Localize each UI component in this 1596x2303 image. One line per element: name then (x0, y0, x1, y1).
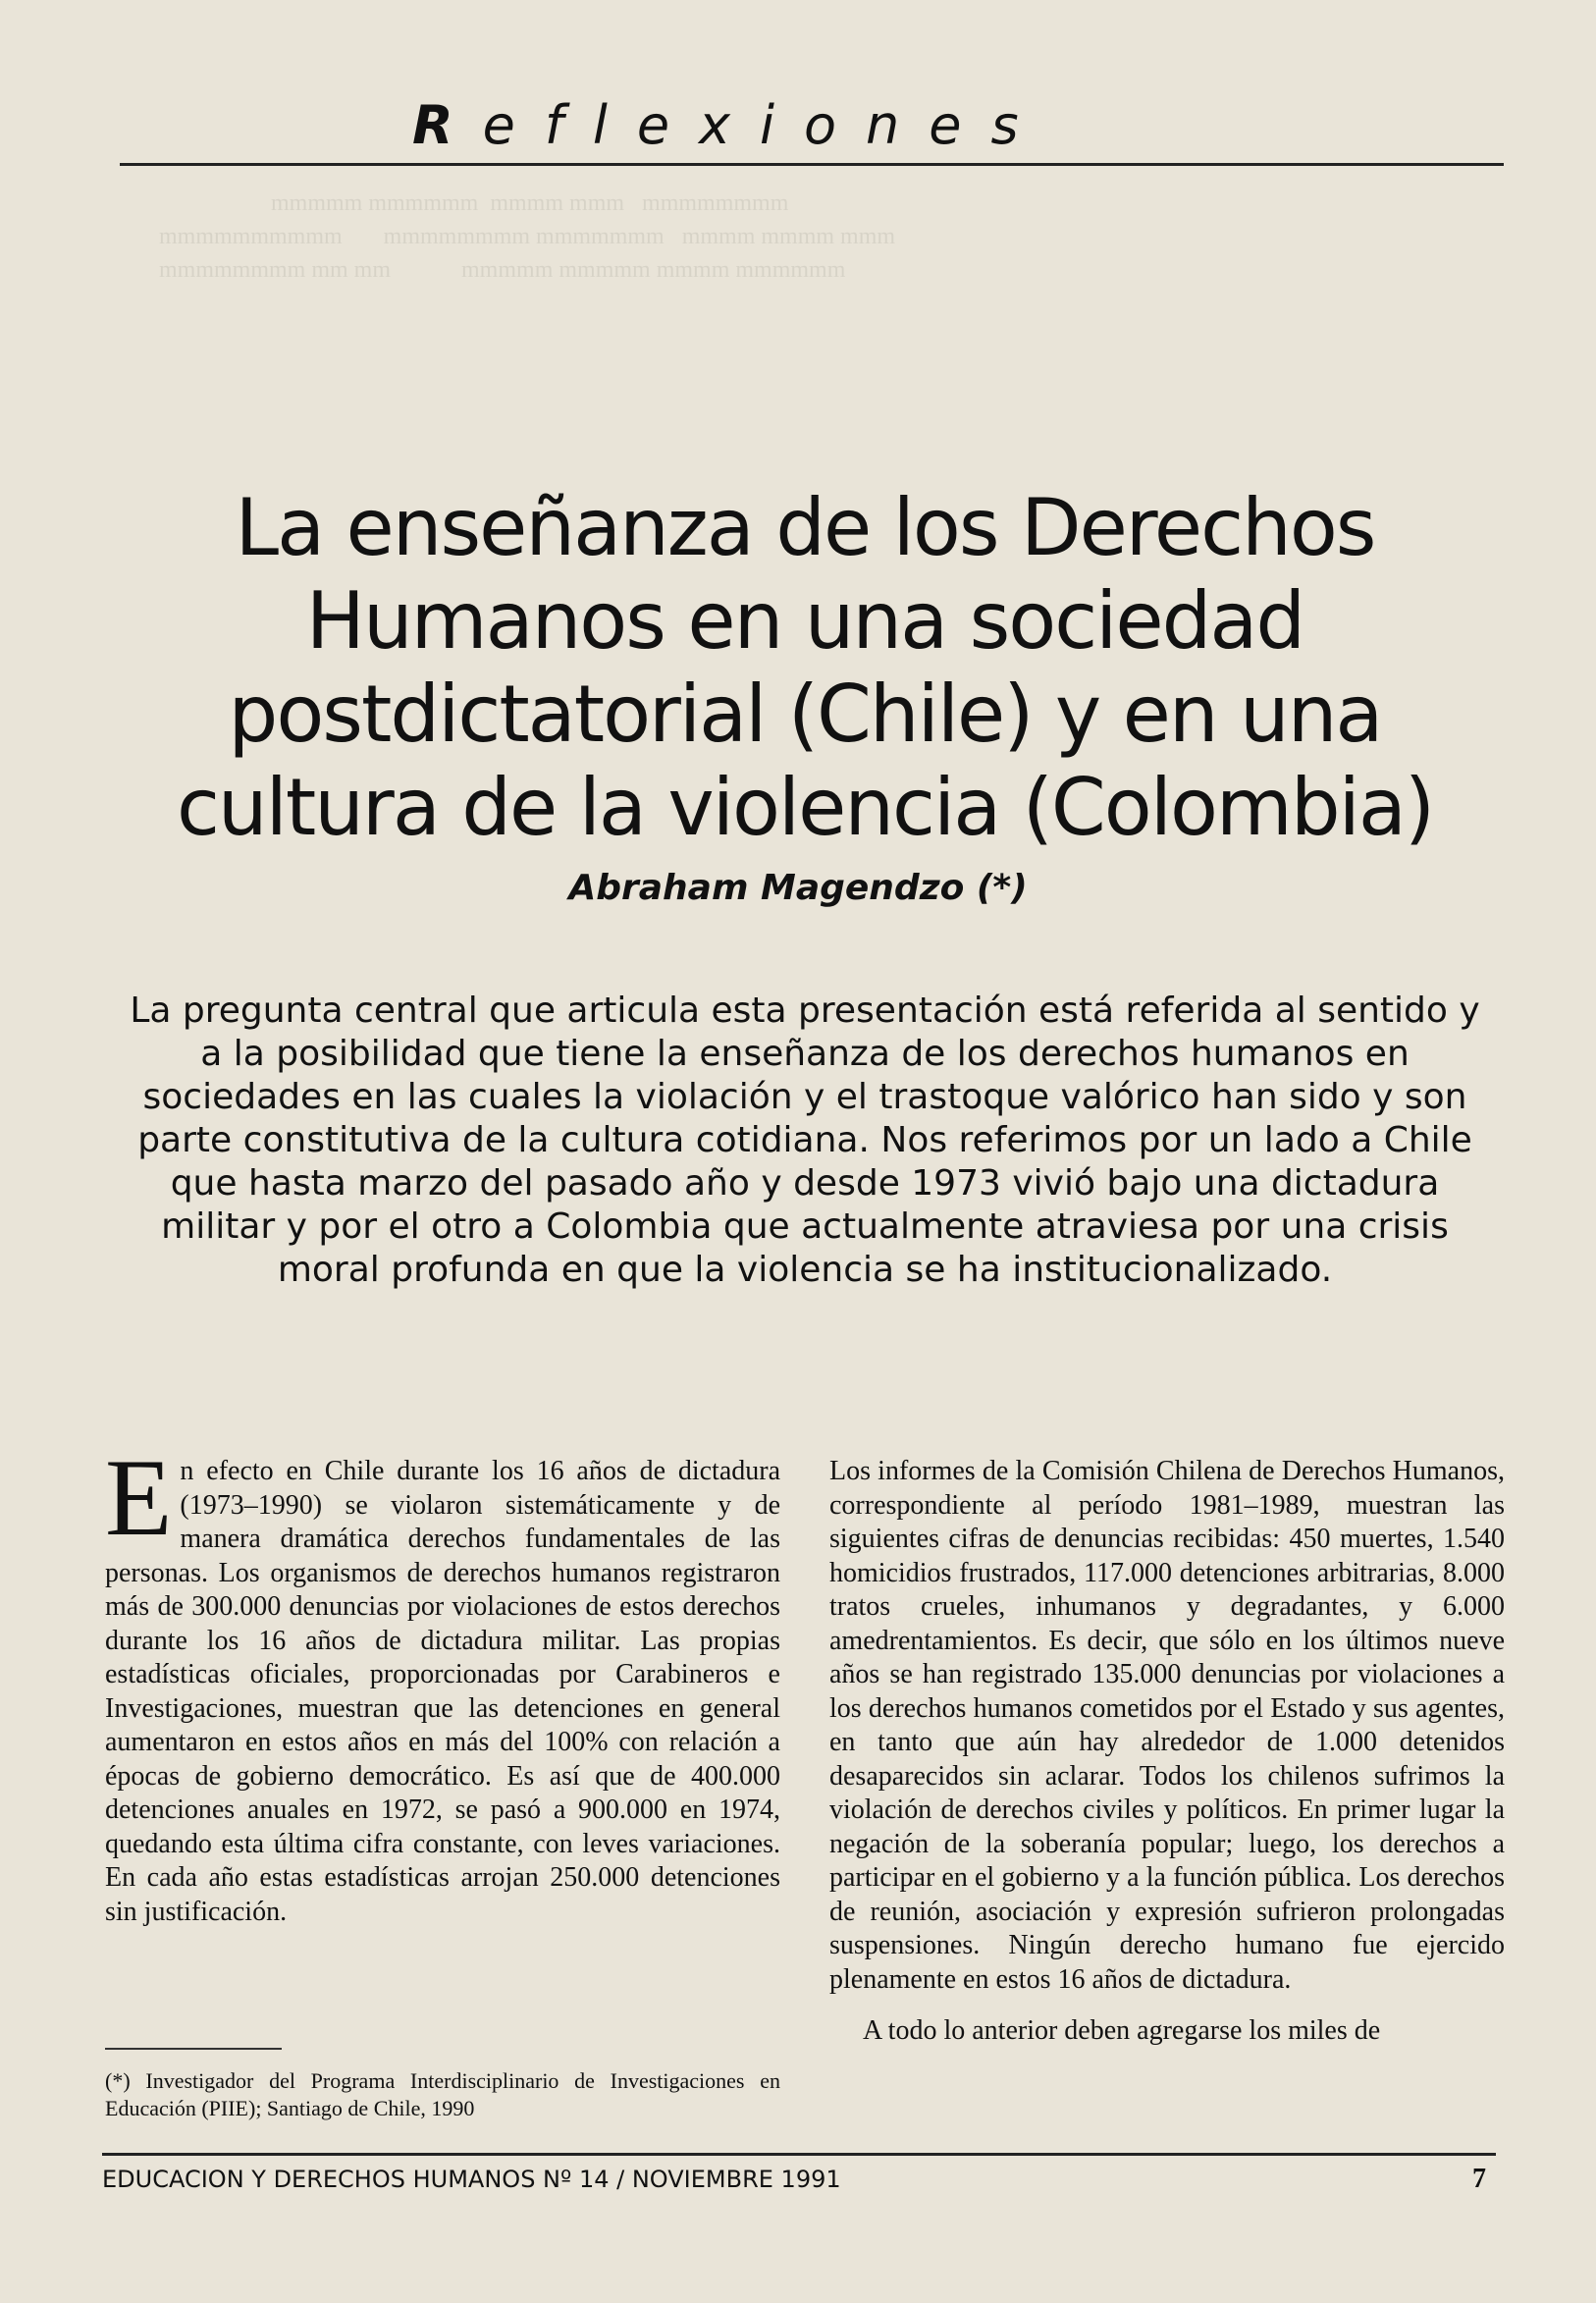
body-column-left (105, 1437, 780, 1947)
author-footnote: (*) Investigador del Programa Interdisciplinario de Investigaciones en Educación (PIIE); Santiago de Chile, 1990 (105, 2068, 780, 2120)
body-column-right (829, 1455, 1505, 2066)
page-number: 7 (1472, 2164, 1486, 2194)
article-abstract: La pregunta central que articula esta presentación está referida al sentido y a la posibilidad que tiene la enseñanza de los derechos humanos en sociedades en las cuales la violación y el trastoque valórico han sido y son parte constitutiva de la cultura cotidiana. Nos referimos por un lado a Chile que hasta marzo del pasado año y desde 1973 vivió bajo una dictadura militar y por el otro a Colombia que actualmente atraviesa por una crisis moral profunda en que la violencia se ha institucionalizado. (130, 991, 1480, 1290)
section-title-initial: R (412, 94, 483, 156)
publication-footer: EDUCACION Y DERECHOS HUMANOS Nº 14 / NOVIEMBRE 1991 (102, 2166, 841, 2193)
footnote-rule (105, 2048, 282, 2050)
body-paragraph: Los informes de la Comisión Chilena de Derechos Humanos, correspondiente al período 1981–1989, muestran las siguientes cifras de denuncias recibidas: 450 muertes, 1.540 homicidios frustrados, 117.000 detenciones arbitrarias, 8.000 tratos crueles, inhumanos y degradantes, y 6.000 amedrentamientos. Es decir, que sólo en los últimos nueve años se han registrado 135.000 denuncias por violaciones a los derechos humanos cometidos por el Estado y sus agentes, en tanto que aún hay alrededor de 1.000 detenidos desaparecidos sin aclarar. Todos los chilenos sufrimos la violación de derechos civiles y políticos. En primer lugar la negación de la soberanía popular; luego, los derechos a participar en el gobierno y a la función pública. Los derechos de reunión, asociación y expresión sufrieron prolongadas suspensiones. Ningún derecho humano fue ejercido plenamente en estos 16 años de dictadura. (829, 1456, 1505, 1995)
drop-cap: E (105, 1437, 173, 1559)
footer-rule (102, 2153, 1496, 2156)
header-rule (120, 163, 1504, 166)
body-paragraph (105, 1437, 780, 1929)
body-paragraph: A todo lo anterior deben agregarse los miles de (863, 2015, 1381, 2046)
article-author: Abraham Magendzo (*) (568, 868, 1028, 908)
section-title-text: Reflexiones (412, 94, 1048, 156)
article-headline: La enseñanza de los Derechos Humanos en una sociedad postdictatorial (Chile) y en una cultura de la violencia (Colombia) (176, 482, 1434, 853)
show-through-texture: mmmmm mmmmmm mmmm mmm mmmmmmmm mmmmmmmmmm mmmmmmmm mmmmmmm mmmm mmmm mmm mmmmmmmm mm mm mmmmm mmmmm mmmm mmmmmm (159, 190, 896, 283)
body-paragraph-text: n efecto en Chile durante los 16 años de dictadura (1973–1990) se violaron sistemáticamente y de manera dramática derechos fundamentales de las personas. Los organismos de derechos humanos registraron más de 300.000 denuncias por violaciones de estos derechos durante los 16 años de dictadura militar. Las propias estadísticas oficiales, proporcionadas por Carabineros e Investigaciones, muestran que las detenciones en general aumentaron en estos años en más del 100% con relación a épocas de gobierno democrático. Es así que de 400.000 detenciones anuales en 1972, se pasó a 900.000 en 1974, quedando esta última cifra constante, con leves variaciones. En cada año estas estadísticas arrojan 250.000 detenciones sin justificación. (105, 1456, 780, 1927)
section-title (412, 94, 1217, 156)
